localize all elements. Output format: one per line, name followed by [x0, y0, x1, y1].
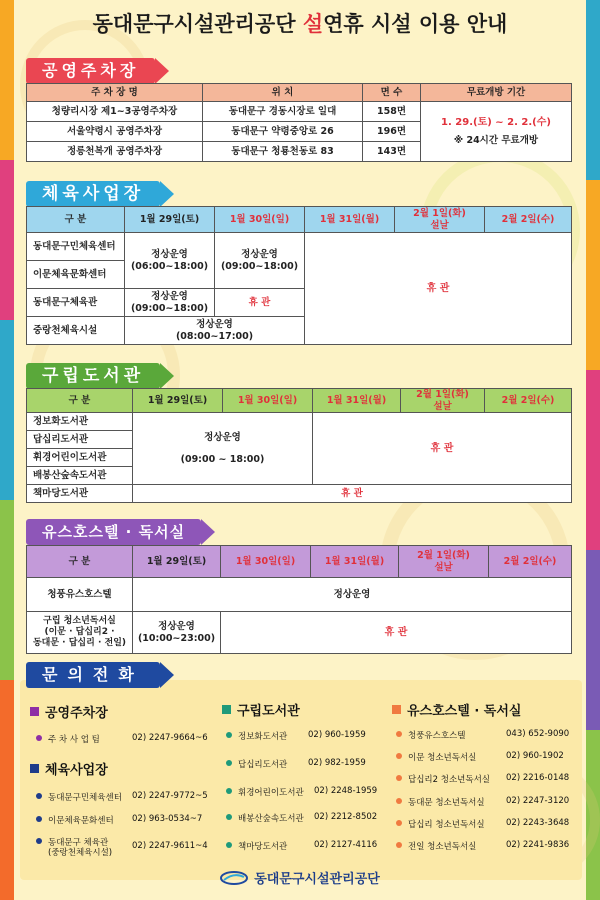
hours-text: (08:00~17:00): [175, 330, 254, 342]
dot-bullet-icon: [396, 820, 402, 826]
youth-header-feb2: 2월 2일(수): [489, 546, 572, 578]
parking-name: 서울약령시 공영주차장: [27, 122, 203, 142]
contact-item: [226, 730, 366, 742]
hours-text: (10:00~23:00): [137, 632, 216, 644]
library-header-jan30: 1월 30일(일): [223, 389, 313, 413]
contact-item: [396, 751, 564, 763]
dot-bullet-icon: [226, 814, 232, 820]
contact-name: 정보화도서관: [238, 732, 288, 742]
library-header-jan29: 1월 29일(토): [133, 389, 223, 413]
footer-logo: [0, 868, 600, 887]
contact-name: 답십리도서관: [238, 760, 288, 770]
contact-head-text: 체육사업장: [45, 763, 108, 778]
normal-text: 정상운영: [204, 432, 241, 444]
normal-text: 정상운영: [151, 291, 188, 303]
dot-bullet-icon: [36, 838, 42, 844]
contact-phone: 02) 2247-9611~4: [132, 841, 208, 851]
parking-location: 동대문구 청룡천동로 83: [203, 142, 363, 162]
contact-head-sports: [30, 759, 108, 778]
sports-closed-cell: 휴 관: [215, 289, 305, 317]
youth-header-feb1-date: 2월 1일(화): [417, 550, 470, 562]
square-bullet-icon: [222, 705, 231, 714]
sports-header-feb2: 2월 2일(수): [485, 207, 572, 233]
dot-bullet-icon: [36, 735, 42, 741]
parking-header-period: 무료개방 기간: [421, 84, 572, 102]
parking-name: 청량리시장 제1~3공영주차장: [27, 102, 203, 122]
parking-count: 143면: [363, 142, 421, 162]
contact-name: 동대문구민체육센터: [48, 793, 122, 803]
contact-head-youth: [392, 700, 521, 719]
sports-normal-cell: [215, 233, 305, 289]
contact-phone: 02) 2243-3648: [506, 818, 570, 828]
sports-facility-name: 동대문구체육관: [27, 289, 125, 317]
title-post: 연휴 시설 이용 안내: [323, 12, 508, 36]
square-bullet-icon: [30, 764, 39, 773]
youth-closed-cell: 휴 관: [221, 612, 572, 654]
hours-text: (09:00~18:00): [130, 302, 209, 314]
contact-phone: 043) 652-9090: [506, 729, 570, 739]
title-highlight: 설: [302, 12, 324, 36]
contact-head-library: [222, 700, 300, 719]
youth-row2-line2: (이문 · 답십리2 ·: [44, 627, 115, 638]
parking-location: 동대문구 약령중앙로 26: [203, 122, 363, 142]
section-label-youth: 유스호스텔 · 독서실: [26, 519, 201, 545]
library-table: [26, 388, 572, 503]
normal-text: 정상운영: [151, 249, 188, 261]
contact-head-text: 구립도서관: [237, 704, 300, 719]
library-header-feb1-date: 2월 1일(화): [416, 389, 469, 401]
library-facility-name: 책마당도서관: [27, 485, 133, 503]
decor-strip: [586, 370, 600, 550]
footer-org-name: 동대문구시설관리공단: [254, 872, 380, 887]
contact-phone: 02) 2212-8502: [314, 812, 378, 822]
youth-header-jan29: 1월 29일(토): [133, 546, 221, 578]
parking-table: [26, 83, 572, 162]
contact-name: 답십리2 청소년독서실: [408, 775, 491, 785]
contact-name: 책마당도서관: [238, 842, 288, 852]
parking-header-loc: 위 치: [203, 84, 363, 102]
sports-facility-name: 중랑천체육시설: [27, 317, 125, 345]
youth-header-category: 구 분: [27, 546, 133, 578]
library-facility-name: 정보화도서관: [27, 413, 133, 431]
sports-header-category: 구 분: [27, 207, 125, 233]
library-normal-cell: [133, 413, 313, 485]
library-header-seollal: 설날: [433, 400, 452, 412]
contact-item: [396, 818, 570, 830]
contact-item: [226, 786, 378, 798]
parking-count: 158면: [363, 102, 421, 122]
youth-row2-line3: 동대문 · 답십리 · 전일): [32, 637, 127, 648]
contact-phone: 02) 960-1959: [308, 730, 366, 740]
dot-bullet-icon: [396, 731, 402, 737]
youth-header-feb1: [399, 546, 489, 578]
sports-header-jan31: 1월 31일(월): [305, 207, 395, 233]
contact-phone: 02) 982-1959: [308, 758, 366, 768]
square-bullet-icon: [30, 707, 39, 716]
library-header-feb2: 2월 2일(수): [485, 389, 572, 413]
decor-strip: [0, 500, 14, 680]
library-closed-cell: 휴 관: [313, 413, 572, 485]
library-facility-name: 답십리도서관: [27, 431, 133, 449]
parking-note: ※ 24시간 무료개방: [453, 134, 539, 146]
dot-bullet-icon: [396, 798, 402, 804]
contact-phone: 02) 2247-3120: [506, 796, 570, 806]
parking-header-count: 면 수: [363, 84, 421, 102]
normal-text: 정상운영: [158, 621, 195, 633]
sports-header-jan30: 1월 30일(일): [215, 207, 305, 233]
square-bullet-icon: [392, 705, 401, 714]
sports-normal-cell: [125, 233, 215, 289]
parking-name: 정릉천복개 공영주차장: [27, 142, 203, 162]
parking-header-name: 주 차 장 명: [27, 84, 203, 102]
contact-item: [36, 733, 208, 745]
normal-text: 정상운영: [196, 319, 233, 331]
dot-bullet-icon: [396, 842, 402, 848]
contact-phone: 02) 963-0534~7: [132, 814, 203, 824]
contact-name: 이문체육문화센터: [48, 816, 114, 826]
section-label-parking: 공영주차장: [26, 58, 155, 84]
parking-location: 동대문구 경동시장로 일대: [203, 102, 363, 122]
library-header-feb1: [401, 389, 485, 413]
contact-name: 휘경어린이도서관: [238, 788, 304, 798]
parking-period: 1. 29.(토) ~ 2. 2.(수): [441, 116, 551, 128]
library-header-jan31: 1월 31일(월): [313, 389, 401, 413]
contact-phone: 02) 2216-0148: [506, 773, 570, 783]
contact-name: 동대문 청소년독서실: [408, 798, 485, 808]
contact-item: [226, 812, 378, 824]
youth-header-jan30: 1월 30일(일): [221, 546, 311, 578]
library-facility-name: 휘경어린이도서관: [27, 449, 133, 467]
section-label-library: 구립도서관: [26, 363, 160, 389]
contact-item: [36, 814, 203, 826]
contact-name: 답십리 청소년독서실: [408, 820, 485, 830]
youth-table: [26, 545, 572, 654]
youth-normal-cell: [133, 612, 221, 654]
contact-name: 청풍유스호스텔: [408, 731, 466, 741]
sports-header-seollal: 설날: [430, 219, 449, 231]
contact-phone: 02) 2247-9772~5: [132, 791, 208, 801]
sports-header-feb1: [395, 207, 485, 233]
parking-period-cell: [421, 102, 572, 162]
contact-item-subname: (중랑천체육시설): [48, 848, 113, 858]
contact-item: [396, 796, 570, 808]
youth-header-jan31: 1월 31일(월): [311, 546, 399, 578]
contact-head-text: 공영주차장: [45, 706, 108, 721]
library-facility-name: 배봉산숲속도서관: [27, 467, 133, 485]
contact-head-parking: [30, 702, 108, 721]
hours-text: (09:00~18:00): [220, 260, 299, 272]
sports-normal-cell: [125, 289, 215, 317]
contact-item: [396, 840, 570, 852]
normal-text: 정상운영: [241, 249, 278, 261]
logo-icon: [220, 871, 248, 885]
section-label-sports: 체육사업장: [26, 181, 160, 207]
contact-name: 전일 청소년독서실: [408, 842, 477, 852]
contact-head-text: 유스호스텔 · 독서실: [407, 704, 522, 719]
youth-facility-name: 청풍유스호스텔: [27, 578, 133, 612]
contact-item: [226, 758, 366, 770]
library-header-category: 구 분: [27, 389, 133, 413]
sports-closed-cell: 휴 관: [305, 233, 572, 345]
decor-strip: [0, 160, 14, 320]
dot-bullet-icon: [226, 732, 232, 738]
sports-normal-cell: [125, 317, 305, 345]
contact-item: [396, 729, 570, 741]
sports-header-jan29: 1월 29일(토): [125, 207, 215, 233]
dot-bullet-icon: [36, 793, 42, 799]
contact-name: 주 차 사 업 팀: [48, 735, 100, 745]
decor-strip: [0, 320, 14, 500]
contact-phone: 02) 2127-4116: [314, 840, 378, 850]
decor-strip: [586, 180, 600, 370]
contact-phone: 02) 2247-9664~6: [132, 733, 208, 743]
sports-table: [26, 206, 572, 345]
youth-header-seollal: 설날: [434, 561, 453, 573]
sports-facility-name: 동대문구민체육센터: [27, 233, 125, 261]
section-label-contact: 문의전화: [26, 662, 160, 688]
dot-bullet-icon: [226, 842, 232, 848]
contact-phone: 02) 2241-9836: [506, 840, 570, 850]
dot-bullet-icon: [226, 788, 232, 794]
library-closed-cell: 휴 관: [133, 485, 572, 503]
hours-text: (06:00~18:00): [130, 260, 209, 272]
decor-strip: [0, 680, 14, 900]
dot-bullet-icon: [396, 753, 402, 759]
contact-name: 배봉산숲속도서관: [238, 814, 304, 824]
contact-phone: 02) 2248-1959: [314, 786, 378, 796]
contact-item: [226, 840, 378, 852]
contact-item: [396, 773, 570, 785]
youth-row2-line1: 구립 청소년독서실: [43, 616, 116, 627]
dot-bullet-icon: [36, 816, 42, 822]
parking-count: 196면: [363, 122, 421, 142]
dot-bullet-icon: [396, 775, 402, 781]
decor-strip: [586, 550, 600, 730]
contact-item: [36, 791, 208, 803]
youth-facility-name: [27, 612, 133, 654]
page-title: [0, 8, 600, 38]
contact-phone: 02) 960-1902: [506, 751, 564, 761]
sports-facility-name: 이문체육문화센터: [27, 261, 125, 289]
youth-normal-cell: 정상운영: [133, 578, 572, 612]
dot-bullet-icon: [226, 760, 232, 766]
hours-text: (09:00 ~ 18:00): [180, 453, 265, 465]
sports-header-feb1-date: 2월 1일(화): [413, 208, 466, 220]
contact-name: 동대문구 체육관: [48, 838, 109, 848]
contact-name: 이문 청소년독서실: [408, 753, 477, 763]
title-pre: 동대문구시설관리공단: [92, 12, 303, 36]
